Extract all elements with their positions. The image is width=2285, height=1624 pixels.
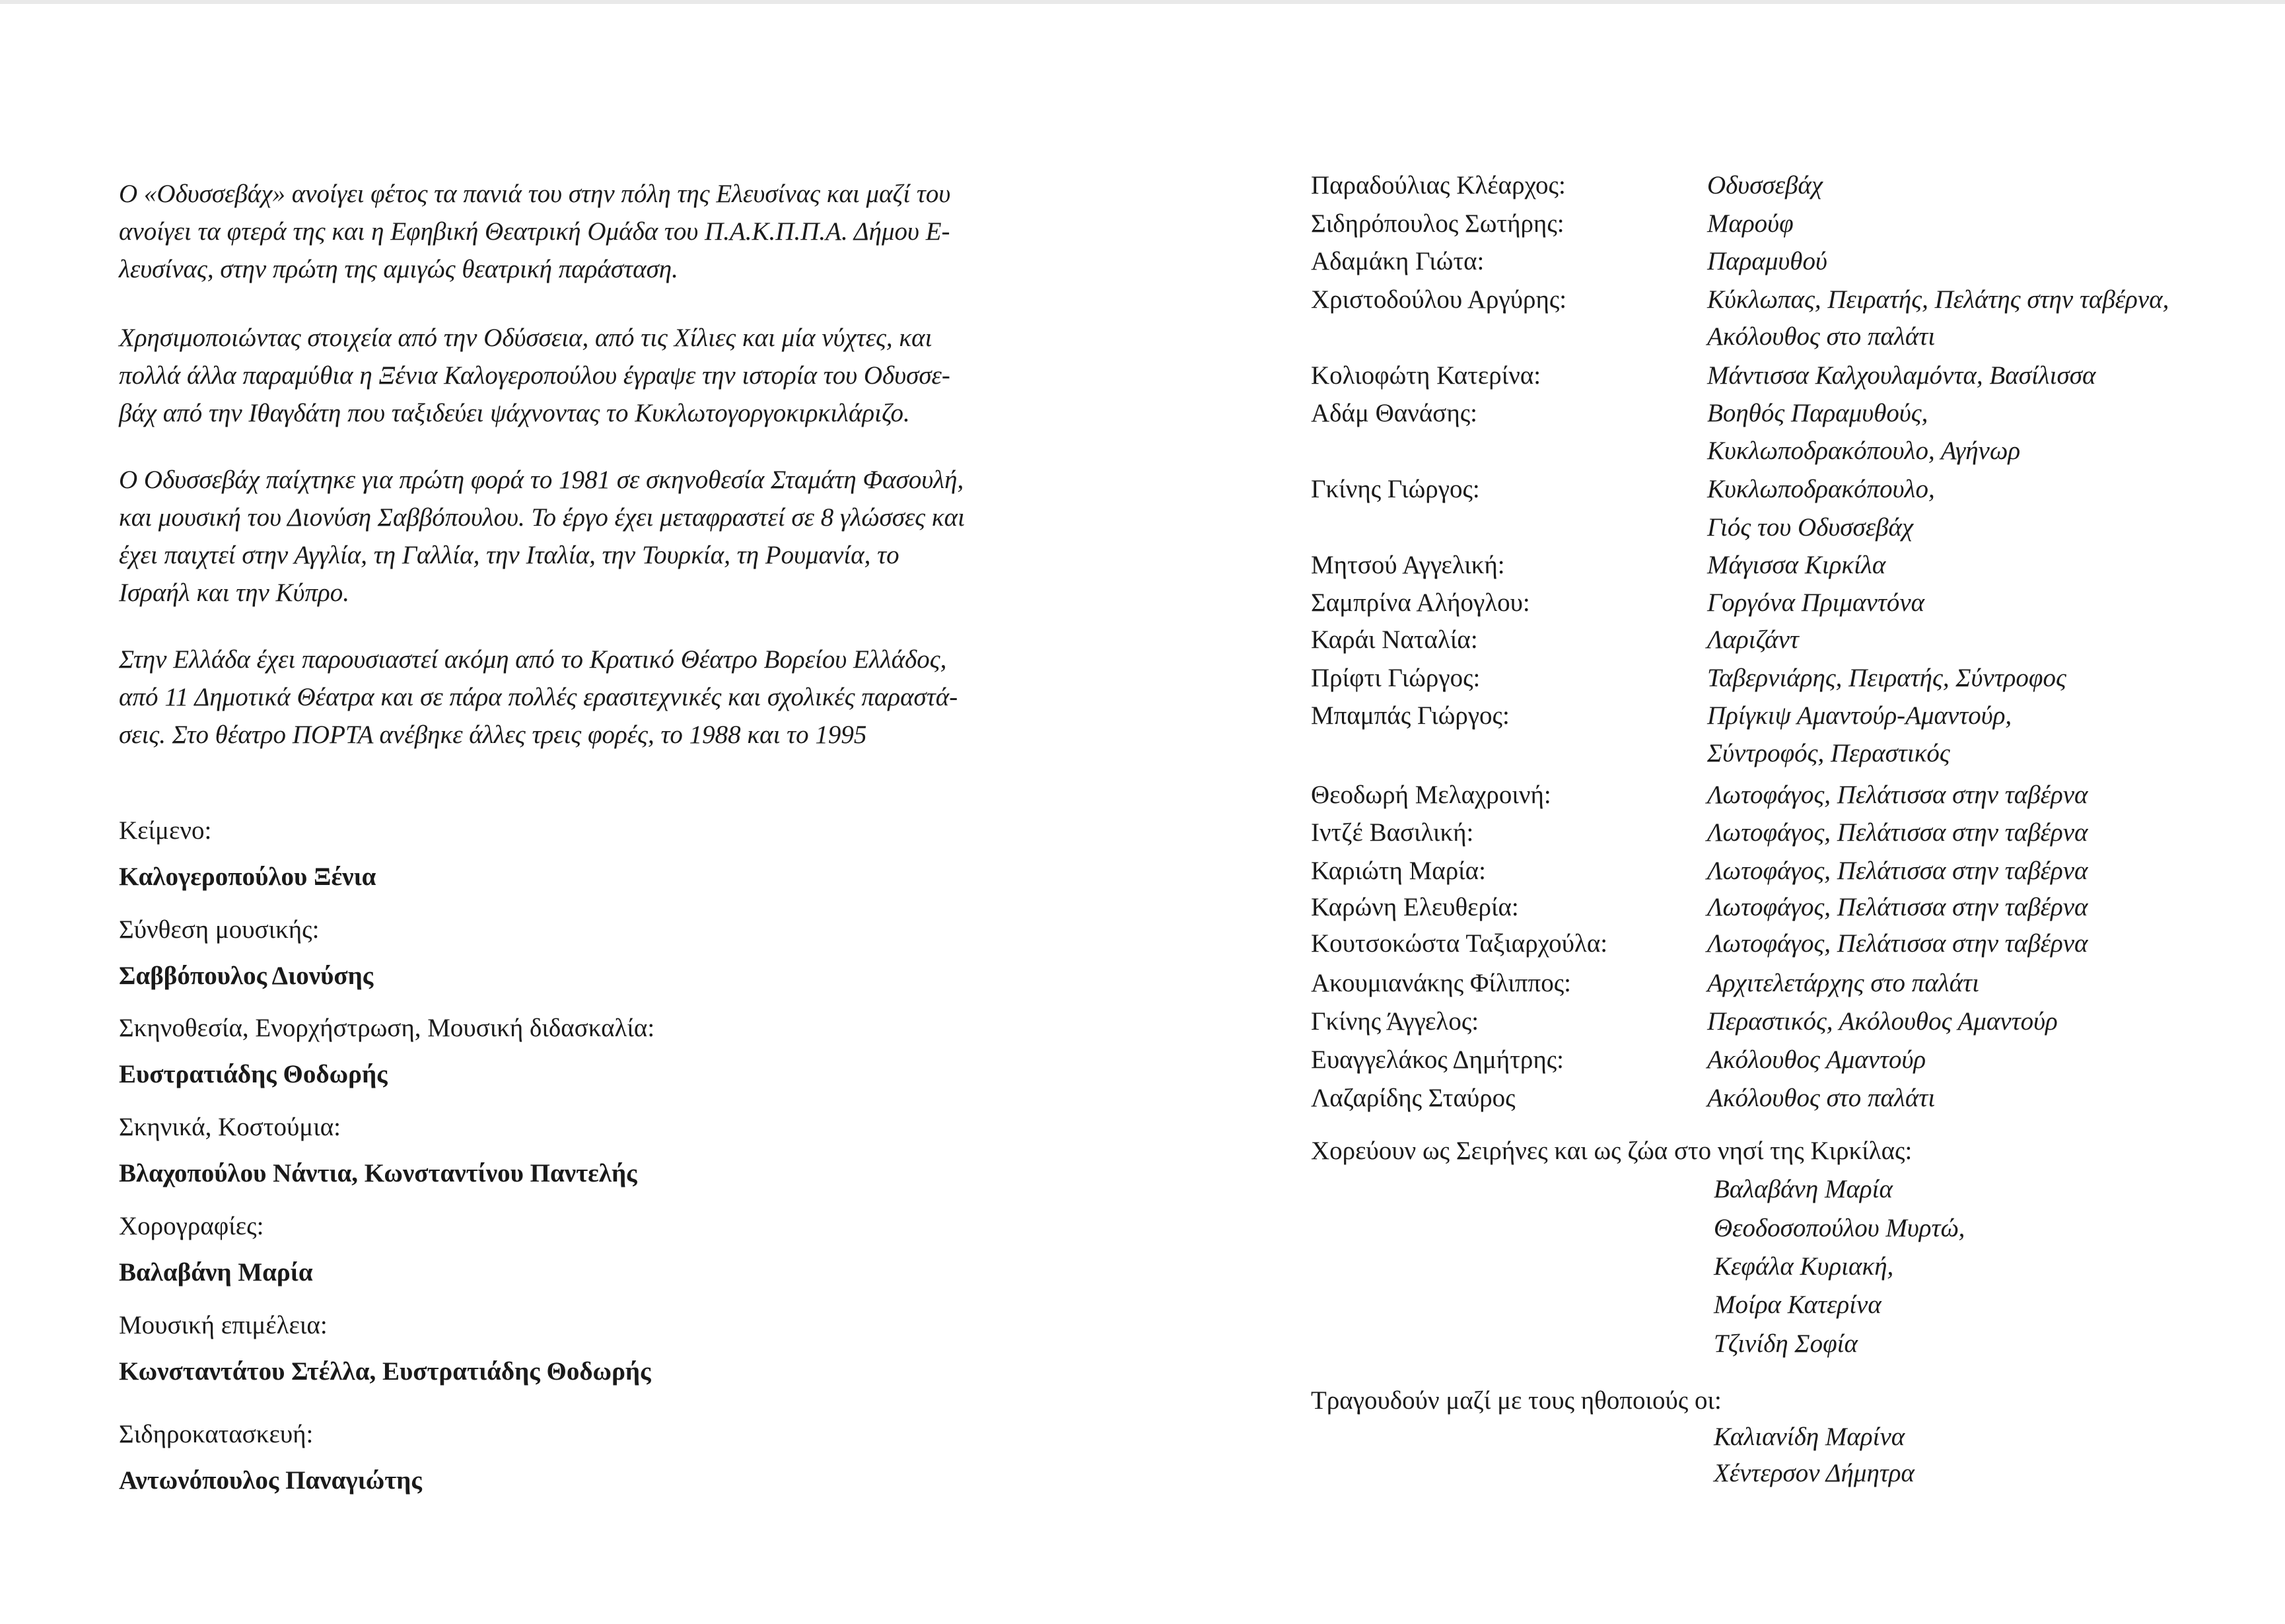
text-line: από 11 Δημοτικά Θέατρα και σε πάρα πολλές ερασιτεχνικές και σχολικές παραστά- bbox=[119, 683, 958, 711]
intro-paragraph-4 bbox=[119, 641, 1090, 754]
cast-row bbox=[1311, 242, 2249, 281]
cast-row bbox=[1311, 205, 2249, 243]
credit-name: Ευστρατιάδης Θοδωρής bbox=[119, 1060, 388, 1088]
cast-role: Γοργόνα Πριμαντόνα bbox=[1707, 588, 1925, 617]
cast-actor: Αδάμ Θανάσης: bbox=[1311, 399, 1477, 427]
credit-name: Βαλαβάνη Μαρία bbox=[119, 1258, 313, 1287]
text-line: Στην Ελλάδα έχει παρουσιαστεί ακόμη από το Κρατικό Θέατρο Βορείου Ελλάδος, bbox=[119, 645, 947, 674]
cast-row bbox=[1311, 964, 2249, 1003]
cast-actor: Σιδηρόπουλος Σωτήρης: bbox=[1311, 209, 1564, 238]
cast-row bbox=[1311, 697, 2249, 735]
cast-role: Κυκλωποδρακόπουλο, Αγήνωρ bbox=[1707, 437, 2021, 465]
cast-actor: Καρώνη Ελευθερία: bbox=[1311, 893, 1519, 921]
cast-role: Ακόλουθος στο παλάτι bbox=[1707, 322, 1936, 351]
text-line: πολλά άλλα παραμύθια η Ξένια Καλογεροπούλου έγραψε την ιστορία του Οδυσσε- bbox=[119, 361, 950, 390]
credit-music bbox=[119, 913, 1090, 993]
dancer-name: Θεοδοσοπούλου Μυρτώ, bbox=[1714, 1214, 1965, 1242]
cast-actor: Αδαμάκη Γιώτα: bbox=[1311, 247, 1485, 275]
intro-paragraph-2 bbox=[119, 319, 1090, 432]
text-line: και μουσική του Διονύση Σαββόπουλου. Το έργο έχει μεταφραστεί σε 8 γλώσσες και bbox=[119, 503, 965, 532]
text-line: έχει παιχτεί στην Αγγλία, τη Γαλλία, την Ιταλία, την Τουρκία, τη Ρουμανία, το bbox=[119, 541, 899, 569]
cast-row bbox=[1311, 318, 2249, 356]
cast-role: Βοηθός Παραμυθούς, bbox=[1707, 399, 1928, 427]
cast-role: Αρχιτελετάρχης στο παλάτι bbox=[1707, 969, 1979, 997]
cast-role: Οδυσσεβάχ bbox=[1707, 171, 1823, 199]
credit-ironwork bbox=[119, 1417, 1090, 1498]
cast-row bbox=[1311, 1079, 2249, 1117]
cast-actor: Χριστοδούλου Αργύρης: bbox=[1311, 285, 1567, 314]
cast-row bbox=[1311, 394, 2249, 433]
credit-role: Χορογραφίες: bbox=[119, 1212, 264, 1240]
cast-actor: Ευαγγελάκος Δημήτρης: bbox=[1311, 1045, 1564, 1074]
credit-sets-costumes bbox=[119, 1110, 1090, 1191]
cast-row bbox=[1311, 166, 2249, 205]
cast-row bbox=[1311, 776, 2249, 814]
cast-role: Λωτοφάγος, Πελάτισσα στην ταβέρνα bbox=[1707, 818, 2088, 847]
cast-role: Περαστικός, Ακόλουθος Αμαντούρ bbox=[1707, 1007, 2058, 1036]
credit-role: Σιδηροκατασκευή: bbox=[119, 1420, 314, 1448]
dancer-name: Τζινίδη Σοφία bbox=[1714, 1329, 1858, 1358]
cast-row bbox=[1311, 925, 2249, 963]
singer-name: Καλιανίδη Μαρίνα bbox=[1714, 1423, 1905, 1451]
credit-role: Σύνθεση μουσικής: bbox=[119, 915, 320, 944]
credit-choreography bbox=[119, 1209, 1090, 1290]
credit-text bbox=[119, 814, 1090, 894]
text-line: Ισραήλ και την Κύπρο. bbox=[119, 579, 349, 607]
cast-role: Παραμυθού bbox=[1707, 247, 1827, 275]
cast-actor: Παραδούλιας Κλέαρχος: bbox=[1311, 171, 1566, 199]
credit-name: Βλαχοπούλου Νάντια, Κωνσταντίνου Παντελής bbox=[119, 1159, 637, 1187]
cast-role: Κύκλωπας, Πειρατής, Πελάτης στην ταβέρνα, bbox=[1707, 285, 2169, 314]
intro-paragraph-3 bbox=[119, 461, 1090, 612]
credit-role: Σκηνικά, Κοστούμια: bbox=[119, 1113, 341, 1141]
cast-actor: Μπαμπάς Γιώργος: bbox=[1311, 701, 1510, 730]
cast-row bbox=[1311, 814, 2249, 852]
cast-actor: Πρίφτι Γιώργος: bbox=[1311, 664, 1481, 692]
page-top-edge bbox=[0, 0, 2285, 4]
dancer-name: Βαλαβάνη Μαρία bbox=[1714, 1175, 1893, 1203]
cast-actor: Ιντζέ Βασιλική: bbox=[1311, 818, 1474, 847]
cast-actor: Σαμπρίνα Αλήογλου: bbox=[1311, 588, 1530, 617]
credit-name: Κωνσταντάτου Στέλλα, Ευστρατιάδης Θοδωρής bbox=[119, 1357, 651, 1386]
text-line: ανοίγει τα φτερά της και η Εφηβική Θεατρική Ομάδα του Π.Α.Κ.Π.Π.Α. Δήμου Ε- bbox=[119, 217, 950, 246]
dancers-heading: Χορεύουν ως Σειρήνες και ως ζώα στο νησί της Κιρκίλας: bbox=[1311, 1137, 1913, 1165]
cast-row bbox=[1311, 659, 2249, 697]
cast-role: Κυκλωποδρακόπουλο, bbox=[1707, 475, 1935, 503]
cast-actor: Μητσού Αγγελική: bbox=[1311, 551, 1505, 579]
cast-row bbox=[1311, 734, 2249, 773]
cast-actor: Θεοδωρή Μελαχροινή: bbox=[1311, 781, 1551, 809]
cast-role: Μάντισσα Καλχουλαμόντα, Βασίλισσα bbox=[1707, 361, 2096, 390]
cast-row bbox=[1311, 888, 2249, 927]
cast-role: Μαρούφ bbox=[1707, 209, 1794, 238]
cast-role: Λωτοφάγος, Πελάτισσα στην ταβέρνα bbox=[1707, 929, 2088, 958]
cast-role: Ταβερνιάρης, Πειρατής, Σύντροφος bbox=[1707, 664, 2066, 692]
credit-direction bbox=[119, 1011, 1090, 1092]
cast-actor: Γκίνης Γιώργος: bbox=[1311, 475, 1480, 503]
dancer-name: Μοίρα Κατερίνα bbox=[1714, 1290, 1881, 1319]
cast-row bbox=[1311, 852, 2249, 890]
cast-role: Μάγισσα Κιρκίλα bbox=[1707, 551, 1886, 579]
singer-name: Χέντερσον Δήμητρα bbox=[1714, 1459, 1915, 1487]
cast-role: Σύντροφός, Περαστικός bbox=[1707, 739, 1950, 767]
cast-actor: Καράι Ναταλία: bbox=[1311, 625, 1478, 654]
cast-row bbox=[1311, 509, 2249, 547]
cast-role: Γιός του Οδυσσεβάχ bbox=[1707, 513, 1914, 542]
text-line: Ο «Οδυσσεβάχ» ανοίγει φέτος τα πανιά του στην πόλη της Ελευσίνας και μαζί του bbox=[119, 180, 951, 208]
cast-row bbox=[1311, 546, 2249, 584]
cast-role: Λωτοφάγος, Πελάτισσα στην ταβέρνα bbox=[1707, 781, 2088, 809]
cast-role: Λωτοφάγος, Πελάτισσα στην ταβέρνα bbox=[1707, 893, 2088, 921]
text-line: βάχ από την Ιθαγδάτη που ταξιδεύει ψάχνοντας το Κυκλωτογοργοκιρκιλάριζο. bbox=[119, 399, 910, 427]
cast-role: Ακόλουθος Αμαντούρ bbox=[1707, 1045, 1926, 1074]
cast-role: Λαριζάντ bbox=[1707, 625, 1799, 654]
text-line: σεις. Στο θέατρο ΠΟΡΤΑ ανέβηκε άλλες τρεις φορές, το 1988 και το 1995 bbox=[119, 721, 867, 749]
text-line: λευσίνας, στην πρώτη της αμιγώς θεατρική παράσταση. bbox=[119, 255, 678, 283]
credit-music-supervision bbox=[119, 1308, 1090, 1389]
cast-row bbox=[1311, 432, 2249, 470]
text-line: Χρησιμοποιώντας στοιχεία από την Οδύσσεια, από τις Χίλιες και μία νύχτες, και bbox=[119, 324, 932, 352]
cast-row bbox=[1311, 470, 2249, 509]
text-line: Ο Οδυσσεβάχ παίχτηκε για πρώτη φορά το 1981 σε σκηνοθεσία Σταμάτη Φασουλή, bbox=[119, 466, 964, 494]
cast-actor: Ακουμιανάκης Φίλιππος: bbox=[1311, 969, 1571, 997]
cast-row bbox=[1311, 1003, 2249, 1041]
cast-actor: Κουτσοκώστα Ταξιαρχούλα: bbox=[1311, 929, 1608, 958]
credit-name: Σαββόπουλος Διονύσης bbox=[119, 962, 374, 990]
cast-actor: Λαζαρίδης Σταύρος bbox=[1311, 1084, 1516, 1112]
cast-role: Πρίγκιψ Αμαντούρ-Αμαντούρ, bbox=[1707, 701, 2012, 730]
credit-role: Κείμενο: bbox=[119, 816, 212, 845]
credit-role: Μουσική επιμέλεια: bbox=[119, 1311, 328, 1339]
credit-name: Καλογεροπούλου Ξένια bbox=[119, 863, 376, 891]
cast-role: Λωτοφάγος, Πελάτισσα στην ταβέρνα bbox=[1707, 857, 2088, 885]
credit-name: Αντωνόπουλος Παναγιώτης bbox=[119, 1466, 422, 1495]
intro-paragraph-1 bbox=[119, 175, 1090, 288]
cast-row bbox=[1311, 281, 2249, 319]
singers-heading: Τραγουδούν μαζί με τους ηθοποιούς οι: bbox=[1311, 1386, 1722, 1415]
cast-actor: Γκίνης Άγγελος: bbox=[1311, 1007, 1479, 1036]
dancer-name: Κεφάλα Κυριακή, bbox=[1714, 1252, 1894, 1281]
cast-row bbox=[1311, 584, 2249, 622]
cast-actor: Κολιοφώτη Κατερίνα: bbox=[1311, 361, 1541, 390]
cast-row bbox=[1311, 357, 2249, 395]
credit-role: Σκηνοθεσία, Ενορχήστρωση, Μουσική διδασκαλία: bbox=[119, 1014, 655, 1042]
cast-actor: Καριώτη Μαρία: bbox=[1311, 857, 1486, 885]
cast-row bbox=[1311, 621, 2249, 659]
cast-role: Ακόλουθος στο παλάτι bbox=[1707, 1084, 1936, 1112]
cast-row bbox=[1311, 1041, 2249, 1079]
